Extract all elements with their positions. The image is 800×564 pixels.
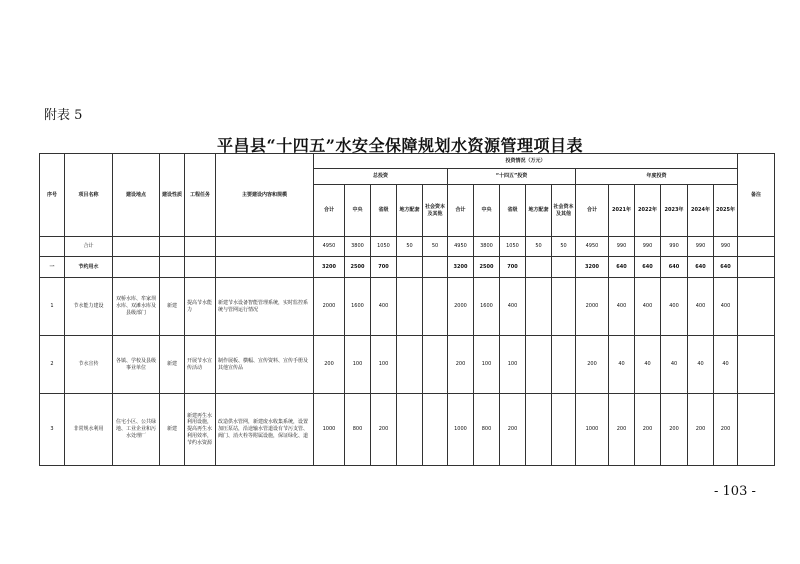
cell-value xyxy=(526,257,552,278)
cell-value: 100 xyxy=(371,336,397,394)
cell-value: 1000 xyxy=(448,394,474,466)
cell-value: 640 xyxy=(609,257,635,278)
header-name: 项目名称 xyxy=(65,154,113,237)
header-total-sum: 合计 xyxy=(314,185,345,237)
cell-task xyxy=(185,237,216,257)
cell-task: 提高节水能力 xyxy=(185,278,216,336)
cell-value xyxy=(397,394,423,466)
header-year: 2021年 xyxy=(609,185,635,237)
cell-value: 50 xyxy=(526,237,552,257)
cell-value: 400 xyxy=(714,278,738,336)
cell-value: 100 xyxy=(345,336,371,394)
cell-value: 40 xyxy=(714,336,738,394)
table-row xyxy=(40,278,775,336)
table-row xyxy=(40,336,775,394)
header-annual-sum: 合计 xyxy=(576,185,609,237)
cell-task: 新建再生水利用设施，提高再生水利用效率，节约水资源 xyxy=(185,394,216,466)
header-seq: 序号 xyxy=(40,154,65,237)
cell-content xyxy=(216,257,314,278)
cell-value: 800 xyxy=(345,394,371,466)
cell-value: 200 xyxy=(661,394,688,466)
header-task: 工程任务 xyxy=(185,154,216,237)
cell-value xyxy=(552,394,576,466)
cell-value: 400 xyxy=(661,278,688,336)
cell-value xyxy=(397,336,423,394)
table-row xyxy=(40,237,775,257)
cell-value: 2000 xyxy=(314,278,345,336)
cell-value: 990 xyxy=(661,237,688,257)
cell-value: 200 xyxy=(500,394,526,466)
cell-value: 1600 xyxy=(474,278,500,336)
cell-task xyxy=(185,257,216,278)
header-total-province: 省级 xyxy=(371,185,397,237)
cell-value: 400 xyxy=(500,278,526,336)
cell-value: 200 xyxy=(609,394,635,466)
cell-seq xyxy=(40,237,65,257)
project-table xyxy=(39,153,775,466)
cell-value: 200 xyxy=(576,336,609,394)
cell-value: 400 xyxy=(609,278,635,336)
cell-value: 2000 xyxy=(576,278,609,336)
document-title: 平昌县“十四五”水安全保障规划水资源管理项目表 xyxy=(217,136,583,155)
attachment-label: 附表 5 xyxy=(44,108,83,123)
table-row xyxy=(40,257,775,278)
cell-nature: 新建 xyxy=(160,394,185,466)
cell-value xyxy=(552,336,576,394)
cell-value: 640 xyxy=(714,257,738,278)
cell-content: 制作展板、横幅、宣传资料、宣传手册及其他宣传品 xyxy=(216,336,314,394)
cell-value: 3800 xyxy=(474,237,500,257)
cell-content: 改造供水管网，新建废水收集系统，设置加压泵站，沿途输水管道设有节污支管、阀门、消火栓等附属设施，保证绿化、道 xyxy=(216,394,314,466)
header-total-investment: 总投资 xyxy=(314,169,448,185)
header-content: 主要建设内容和规模 xyxy=(216,154,314,237)
cell-value: 4950 xyxy=(576,237,609,257)
cell-name: 非常规水利用 xyxy=(65,394,113,466)
cell-value: 1050 xyxy=(500,237,526,257)
header-fyp-investment: “十四五”投资 xyxy=(448,169,576,185)
cell-location: 住宅小区、公共绿地、工业企业和污水处理厂 xyxy=(113,394,160,466)
cell-name: 节约用水 xyxy=(65,257,113,278)
cell-value xyxy=(552,257,576,278)
cell-value: 200 xyxy=(448,336,474,394)
header-remark: 备注 xyxy=(738,154,775,237)
cell-name: 节水宣传 xyxy=(65,336,113,394)
cell-content xyxy=(216,237,314,257)
cell-nature xyxy=(160,237,185,257)
page-number: - 103 - xyxy=(714,484,756,499)
cell-value: 990 xyxy=(688,237,714,257)
cell-value: 3200 xyxy=(448,257,474,278)
cell-value: 640 xyxy=(688,257,714,278)
cell-value: 100 xyxy=(500,336,526,394)
cell-value: 200 xyxy=(688,394,714,466)
cell-nature: 新建 xyxy=(160,336,185,394)
cell-nature: 新建 xyxy=(160,278,185,336)
cell-value xyxy=(526,336,552,394)
cell-value xyxy=(397,257,423,278)
header-total-social: 社会资本及其他 xyxy=(423,185,448,237)
cell-value xyxy=(397,278,423,336)
cell-value: 2500 xyxy=(345,257,371,278)
cell-name: 合计 xyxy=(65,237,113,257)
cell-value: 3800 xyxy=(345,237,371,257)
cell-value xyxy=(423,257,448,278)
header-year: 2022年 xyxy=(635,185,661,237)
cell-value: 400 xyxy=(635,278,661,336)
cell-value: 200 xyxy=(314,336,345,394)
cell-value: 990 xyxy=(714,237,738,257)
cell-seq: 2 xyxy=(40,336,65,394)
cell-value: 40 xyxy=(661,336,688,394)
cell-value: 40 xyxy=(609,336,635,394)
cell-remark xyxy=(738,278,775,336)
cell-value: 50 xyxy=(423,237,448,257)
cell-value xyxy=(423,278,448,336)
cell-location xyxy=(113,237,160,257)
cell-name: 节水能力建设 xyxy=(65,278,113,336)
cell-value: 100 xyxy=(474,336,500,394)
cell-value: 4950 xyxy=(448,237,474,257)
cell-value: 700 xyxy=(500,257,526,278)
cell-value: 50 xyxy=(397,237,423,257)
cell-value: 40 xyxy=(688,336,714,394)
cell-task: 开展节水宣传活动 xyxy=(185,336,216,394)
header-fyp-province: 省级 xyxy=(500,185,526,237)
cell-value: 640 xyxy=(635,257,661,278)
header-fyp-central: 中央 xyxy=(474,185,500,237)
cell-value: 40 xyxy=(635,336,661,394)
cell-remark xyxy=(738,237,775,257)
header-location: 建设地点 xyxy=(113,154,160,237)
cell-value: 50 xyxy=(552,237,576,257)
cell-value: 200 xyxy=(714,394,738,466)
cell-value xyxy=(526,394,552,466)
header-investment: 投资情况（万元） xyxy=(314,154,738,169)
cell-seq: 3 xyxy=(40,394,65,466)
cell-remark xyxy=(738,394,775,466)
cell-value: 700 xyxy=(371,257,397,278)
cell-value: 2000 xyxy=(448,278,474,336)
cell-value xyxy=(423,336,448,394)
cell-content: 新建节水设备智能管理系统，实时监控系统与管网运行情况 xyxy=(216,278,314,336)
header-total-central: 中央 xyxy=(345,185,371,237)
cell-value: 3200 xyxy=(314,257,345,278)
header-year: 2025年 xyxy=(714,185,738,237)
cell-value: 400 xyxy=(688,278,714,336)
cell-seq: 一 xyxy=(40,257,65,278)
cell-remark xyxy=(738,257,775,278)
cell-value: 640 xyxy=(661,257,688,278)
header-fyp-local: 地方配套 xyxy=(526,185,552,237)
cell-value xyxy=(423,394,448,466)
cell-value xyxy=(526,278,552,336)
header-fyp-social: 社会资本及其他 xyxy=(552,185,576,237)
header-fyp-sum: 合计 xyxy=(448,185,474,237)
header-total-local: 地方配套 xyxy=(397,185,423,237)
cell-value: 990 xyxy=(609,237,635,257)
cell-value: 3200 xyxy=(576,257,609,278)
header-year: 2024年 xyxy=(688,185,714,237)
header-annual-investment: 年度投资 xyxy=(576,169,738,185)
header-year: 2023年 xyxy=(661,185,688,237)
cell-seq: 1 xyxy=(40,278,65,336)
cell-value: 1000 xyxy=(576,394,609,466)
cell-location: 各镇、学校及县级事业单位 xyxy=(113,336,160,394)
cell-value: 1600 xyxy=(345,278,371,336)
cell-value: 2500 xyxy=(474,257,500,278)
cell-value: 1050 xyxy=(371,237,397,257)
cell-value: 1000 xyxy=(314,394,345,466)
cell-value: 200 xyxy=(371,394,397,466)
header-nature: 建设性质 xyxy=(160,154,185,237)
cell-nature xyxy=(160,257,185,278)
cell-remark xyxy=(738,336,775,394)
cell-value xyxy=(552,278,576,336)
cell-value: 400 xyxy=(371,278,397,336)
cell-location: 双桥水库、牟家坝水库、双滩水库及县级部门 xyxy=(113,278,160,336)
cell-location xyxy=(113,257,160,278)
cell-value: 800 xyxy=(474,394,500,466)
cell-value: 4950 xyxy=(314,237,345,257)
table-row xyxy=(40,394,775,466)
cell-value: 200 xyxy=(635,394,661,466)
cell-value: 990 xyxy=(635,237,661,257)
